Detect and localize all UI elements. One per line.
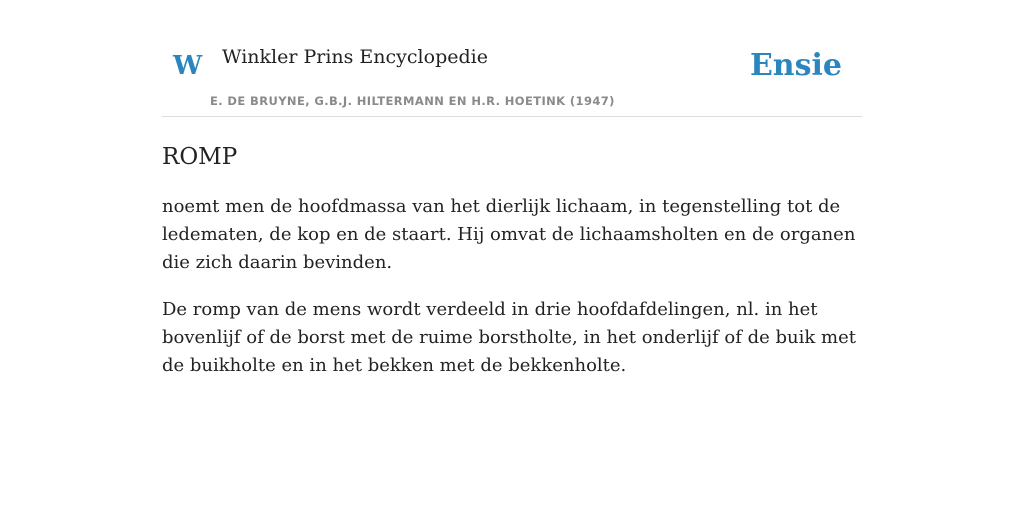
book-title[interactable]: Winkler Prins Encyclopedie (222, 46, 488, 68)
entry-title: ROMP (162, 144, 238, 170)
ensie-logo-link[interactable]: Ensie (749, 48, 842, 83)
page (162, 0, 862, 380)
entry-paragraph: De romp van de mens wordt verdeeld in drie hoofdafdelingen, nl. in het bovenlijf of de borst met de ruime borstholte, in het onderlijf of de buik met de buikholte en in het bekken met de bekkenholte. (162, 299, 856, 376)
authors-line: E. DE BRUYNE, G.B.J. HILTERMANN EN H.R. HOETINK (1947) (210, 94, 615, 108)
entry-paragraph: noemt men de hoofdmassa van het dierlijk lichaam, in tegenstelling tot de ledematen, de kop en de staart. Hij omvat de lichaamsholten en de organen die zich daarin bevinden. (162, 196, 856, 273)
winkler-prins-logo[interactable]: W (173, 51, 203, 81)
header (162, 0, 862, 117)
